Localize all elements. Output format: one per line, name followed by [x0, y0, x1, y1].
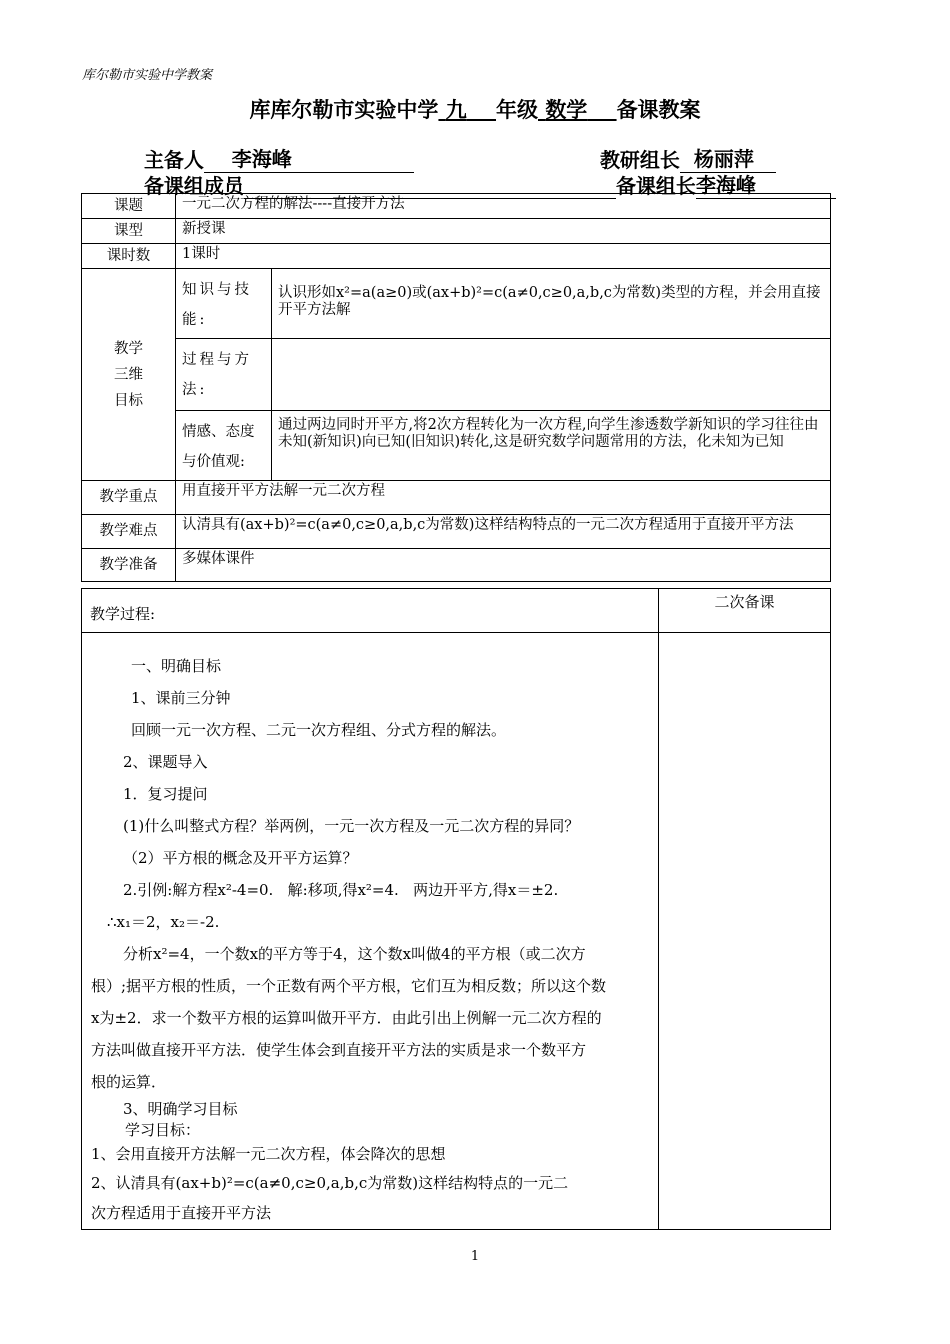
process-line: 次方程适用于直接开平方法 [91, 1204, 272, 1222]
knowledge-label-line: 知识与技 [182, 282, 252, 298]
knowledge-value: 认识形如x²=a(a≥0)或(ax+b)²=c(a≠0,c≥0,a,b,c为常数)类型的方程，并会用直接开平方法解 [272, 269, 831, 339]
process-line: （2）平方根的概念及开平方运算？ [123, 849, 358, 867]
title-suffix: 备课教案 [616, 98, 701, 122]
process-line: 2、课题导入 [123, 753, 208, 771]
title-grade-suffix: 年级 [496, 98, 538, 122]
process-line: 1．复习提问 [123, 785, 208, 803]
process-line: ∴x₁＝2，x₂＝-2. [107, 913, 220, 931]
process-line: 2、认清具有(ax+b)²=c(a≠0,c≥0,a,b,c为常数)这样结构特点的一元二 [91, 1174, 569, 1192]
focus-value: 用直接开平方法解一元二次方程 [176, 481, 831, 515]
lesson-info-table [81, 193, 831, 582]
process-label-line: 法: [182, 382, 208, 398]
title-prefix: 库库尔勒市实验中学 [249, 98, 439, 122]
second-prep-label: 二次备课 [659, 589, 831, 633]
knowledge-label [176, 269, 272, 339]
research-leader-value: 杨丽萍 [680, 143, 776, 173]
process-line: 根）;据平方根的性质，一个正数有两个平方根，它们互为相反数；所以这个数 [91, 977, 607, 995]
process-line: 一、明确目标 [131, 657, 222, 675]
title-grade: 九 [445, 98, 467, 122]
table-row [82, 244, 831, 269]
hours-value: 1课时 [176, 244, 831, 269]
process-label [176, 339, 272, 411]
process-line: 分析x²=4，一个数x的平方等于4，这个数x叫做4的平方根（或二次方 [123, 945, 586, 963]
knowledge-label-line: 能: [182, 312, 208, 328]
difficulty-label: 教学难点 [82, 515, 176, 549]
process-line: 2.引例:解方程x²-4=0. 解:移项,得x²=4. 两边开平方,得x＝±2. [123, 881, 559, 899]
main-preparer-value: 李海峰 [204, 143, 414, 173]
prep-label: 教学准备 [82, 549, 176, 582]
process-line: 方法叫做直接开平方法．使学生体会到直接开平方法的实质是求一个数平方 [91, 1041, 587, 1059]
goals-label [82, 269, 176, 481]
table-row [82, 481, 831, 515]
group-leader-label: 备课组长 [615, 174, 696, 198]
page-number: 1 [470, 1249, 480, 1264]
hours-label: 课时数 [82, 244, 176, 269]
type-value: 新授课 [176, 219, 831, 244]
group-leader-value: 李海峰 [696, 169, 836, 199]
emotion-label-line: 情感、态度 [182, 424, 255, 440]
table-row [82, 589, 831, 633]
table-row [82, 339, 831, 411]
process-lines [83, 650, 657, 1228]
type-label: 课型 [82, 219, 176, 244]
process-line: 1、课前三分钟 [131, 689, 231, 707]
process-content [82, 633, 659, 1230]
process-line: 1、会用直接开方法解一元二次方程，体会降次的思想 [91, 1145, 446, 1163]
process-section-label: 教学过程: [82, 589, 659, 633]
process-value [272, 339, 831, 411]
members-label: 备课组成员 [143, 174, 244, 198]
focus-label: 教学重点 [82, 481, 176, 515]
table-row [82, 549, 831, 582]
emotion-value: 通过两边同时开平方,将2次方程转化为一次方程,向学生渗透数学新知识的学习往往由未知(新知识)向已知(旧知识)转化,这是研究数学问题常用的方法，化未知为已知 [272, 411, 831, 481]
table-row [82, 194, 831, 219]
header-note: 库尔勒市实验中学教案 [82, 68, 213, 83]
table-row [82, 411, 831, 481]
process-line: 3、明确学习目标 [123, 1100, 238, 1118]
goals-label-line: 三维 [114, 366, 143, 383]
difficulty-value: 认清具有(ax+b)²=c(a≠0,c≥0,a,b,c为常数)这样结构特点的一元二次方程适用于直接开平方法 [176, 515, 831, 549]
process-line: (1)什么叫整式方程？举两例，一元一次方程及一元二次方程的异同？ [123, 817, 580, 835]
emotion-label-line: 与价值观: [182, 454, 245, 470]
process-line: x为±2．求一个数平方根的运算叫做开平方．由此引出上例解一元二次方程的 [91, 1009, 602, 1027]
process-line: 根的运算． [91, 1073, 167, 1091]
goals-label-line: 教学 [114, 340, 143, 357]
process-line: 回顾一元一次方程、二元一次方程组、分式方程的解法。 [131, 721, 507, 739]
process-label-line: 过程与方 [182, 352, 252, 368]
main-preparer-label: 主备人 [143, 148, 204, 172]
process-table [81, 588, 831, 1230]
members-line [130, 145, 836, 199]
table-row [82, 515, 831, 549]
goals-label-line: 目标 [114, 392, 143, 409]
second-prep-content [659, 633, 831, 1230]
emotion-label [176, 411, 272, 481]
prep-value: 多媒体课件 [176, 549, 831, 582]
research-leader-label: 教研组长 [599, 148, 680, 172]
table-row [82, 219, 831, 244]
table-row [82, 269, 831, 339]
title-subject: 数学 [545, 98, 588, 122]
table-row [82, 633, 831, 1230]
process-line: 学习目标： [125, 1121, 201, 1139]
topic-label: 课题 [82, 194, 176, 219]
topic-value: 一元二次方程的解法----直接开方法 [176, 194, 831, 219]
